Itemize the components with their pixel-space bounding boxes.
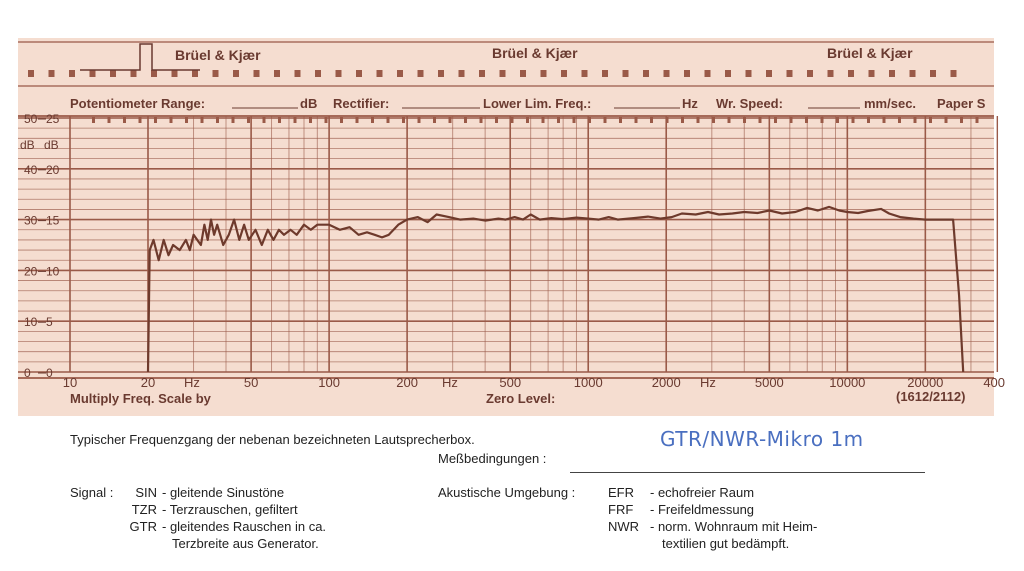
top-tick-mark (650, 117, 653, 123)
top-tick-mark (960, 117, 963, 123)
perforation-hole (889, 70, 895, 77)
potentiometer-range-label: Potentiometer Range: (70, 96, 206, 111)
brand-label-left: Brüel & Kjær (175, 47, 261, 63)
top-tick-mark (309, 117, 312, 123)
top-tick-mark (681, 117, 684, 123)
perforation-hole (684, 70, 690, 77)
caption-heading: Typischer Frequenzgang der nebenan bezeichneten Lautsprecherbox. (70, 432, 475, 447)
x-tick-label: 2000 (651, 375, 681, 390)
top-tick-mark (247, 117, 250, 123)
perforation-hole (192, 70, 198, 77)
x-hz-label-2: Hz (442, 375, 458, 390)
top-tick-mark (743, 117, 746, 123)
perforation-hole (336, 70, 342, 77)
top-tick-mark (883, 117, 886, 123)
brand-label-center: Brüel & Kjær (492, 45, 578, 61)
perforation-hole (623, 70, 629, 77)
top-tick-mark (480, 117, 483, 123)
signal-code: GTR (129, 519, 157, 534)
top-tick-mark (340, 117, 343, 123)
top-tick-mark (976, 117, 979, 123)
top-tick-mark (371, 117, 374, 123)
zero-level-label: Zero Level: (486, 391, 556, 406)
perforation-hole (520, 70, 526, 77)
perforation-hole (766, 70, 772, 77)
perforation-hole (49, 70, 55, 77)
top-tick-mark (356, 117, 359, 123)
perforation-hole (951, 70, 957, 77)
acoustic-code: EFR (608, 485, 634, 500)
perforation-hole (131, 70, 137, 77)
top-tick-mark (929, 117, 932, 123)
perforation-hole (172, 70, 178, 77)
perforation-hole (787, 70, 793, 77)
top-tick-mark (666, 117, 669, 123)
paper-speed-label: Paper S (937, 96, 986, 111)
top-tick-mark (588, 117, 591, 123)
y-tick-label-outer: 50 (24, 112, 38, 126)
y-tick-label-outer: 20 (24, 264, 38, 279)
top-tick-mark (216, 117, 219, 123)
top-tick-mark (573, 117, 576, 123)
top-tick-mark (790, 117, 793, 123)
top-tick-mark (495, 117, 498, 123)
top-tick-mark (805, 117, 808, 123)
acoustic-environment-label: Akustische Umgebung : (438, 485, 576, 500)
y-tick-label-inner: 15 (46, 213, 60, 228)
top-tick-mark (557, 117, 560, 123)
hz-unit-label: Hz (682, 96, 698, 111)
top-tick-mark (232, 117, 235, 123)
y-tick-label-inner: 10 (46, 264, 60, 279)
top-tick-mark (387, 117, 390, 123)
perforation-hole (910, 70, 916, 77)
perforation-hole (602, 70, 608, 77)
acoustic-code: NWR (608, 519, 640, 534)
top-tick-mark (325, 117, 328, 123)
top-tick-mark (464, 117, 467, 123)
top-tick-mark (712, 117, 715, 123)
paper-code-label: (1612/2112) (896, 389, 966, 404)
perforation-hole (725, 70, 731, 77)
conditions-rule (570, 472, 925, 473)
mm-sec-unit-label: mm/sec. (864, 96, 917, 111)
perforation-hole (705, 70, 711, 77)
top-tick-mark (433, 117, 436, 123)
signal-desc: - Terzrauschen, gefiltert (162, 502, 298, 517)
top-tick-mark (108, 117, 111, 123)
perforation-hole (643, 70, 649, 77)
top-tick-mark (759, 117, 762, 123)
x-tick-label: 50 (243, 375, 259, 390)
perforation-hole (295, 70, 301, 77)
multiply-freq-label: Multiply Freq. Scale by (70, 391, 211, 406)
perforation-hole (90, 70, 96, 77)
acoustic-desc: - Freifeldmessung (650, 502, 755, 517)
top-tick-mark (154, 117, 157, 123)
perforation-hole (459, 70, 465, 77)
signal-code: TZR (131, 502, 157, 517)
measurement-stamp: GTR/NWR-Mikro 1m (660, 427, 864, 451)
writing-speed-label: Wr. Speed: (716, 96, 783, 111)
perforation-hole (213, 70, 219, 77)
y-tick-label-inner: 25 (46, 112, 60, 126)
acoustic-desc: textilien gut bedämpft. (662, 536, 790, 551)
y-axis-unit-outer: dB (20, 138, 35, 152)
perforation-hole (561, 70, 567, 77)
acoustic-desc: - echofreier Raum (650, 485, 755, 500)
x-tick-label: 10 (62, 375, 78, 390)
perforation-hole (356, 70, 362, 77)
top-tick-mark (836, 117, 839, 123)
perforation-hole (110, 70, 116, 77)
lower-lim-freq-label: Lower Lim. Freq.: (483, 96, 592, 111)
x-tick-label: 20 (140, 375, 156, 390)
perforation-hole (828, 70, 834, 77)
perforation-hole (930, 70, 936, 77)
top-tick-mark (170, 117, 173, 123)
perforation-hole (233, 70, 239, 77)
rectifier-label: Rectifier: (333, 96, 390, 111)
perforation-hole (500, 70, 506, 77)
top-tick-mark (294, 117, 297, 123)
top-tick-mark (898, 117, 901, 123)
y-tick-label-inner: 0 (46, 366, 53, 380)
perforation-hole (807, 70, 813, 77)
x-hz-label-1: Hz (184, 375, 200, 390)
x-tick-label: 500 (499, 375, 522, 390)
top-tick-mark (728, 117, 731, 123)
perforation-hole (69, 70, 75, 77)
perforation-hole (438, 70, 444, 77)
acoustic-code: FRF (608, 502, 634, 517)
measurement-conditions-label: Meßbedingungen : (438, 451, 547, 466)
top-tick-mark (511, 117, 514, 123)
brand-label-right: Brüel & Kjær (827, 45, 913, 61)
x-tick-label: 10000 (829, 375, 866, 390)
perforation-hole (479, 70, 485, 77)
perforation-hole (418, 70, 424, 77)
signal-label: Signal : (70, 485, 114, 500)
perforation-hole (582, 70, 588, 77)
acoustic-desc: - norm. Wohnraum mit Heim- (650, 519, 818, 534)
perforation-hole (869, 70, 875, 77)
y-tick-label-outer: 0 (24, 366, 31, 380)
x-tick-label: 5000 (754, 375, 784, 390)
perforation-hole (541, 70, 547, 77)
y-tick-label-inner: 5 (46, 315, 53, 330)
top-tick-mark (402, 117, 405, 123)
perforation-hole (315, 70, 321, 77)
perforation-hole (664, 70, 670, 77)
top-tick-mark (139, 117, 142, 123)
signal-desc: Terzbreite aus Generator. (172, 536, 319, 551)
top-tick-mark (526, 117, 529, 123)
x-tick-label: 200 (396, 375, 418, 390)
top-tick-mark (697, 117, 700, 123)
top-tick-mark (263, 117, 266, 123)
perforation-hole (274, 70, 280, 77)
top-tick-mark (418, 117, 421, 123)
signal-desc: - gleitende Sinustöne (162, 485, 285, 500)
top-tick-mark (914, 117, 917, 123)
top-tick-mark (449, 117, 452, 123)
y-tick-label-outer: 40 (24, 162, 38, 177)
top-tick-mark (185, 117, 188, 123)
top-tick-mark (92, 117, 95, 123)
signal-code: SIN (135, 485, 157, 500)
top-tick-mark (604, 117, 607, 123)
top-tick-mark (278, 117, 281, 123)
y-tick-label-outer: 30 (24, 213, 38, 228)
x-hz-label-3: Hz (700, 375, 716, 390)
perforation-hole (746, 70, 752, 77)
x-tick-label: 100 (318, 375, 340, 390)
x-tick-label: 1000 (573, 375, 603, 390)
y-axis-unit-inner: dB (44, 138, 59, 152)
top-tick-mark (635, 117, 638, 123)
perforation-hole (151, 70, 157, 77)
top-tick-mark (123, 117, 126, 123)
top-tick-mark (542, 117, 545, 123)
db-unit-label: dB (300, 96, 318, 111)
signal-desc: - gleitendes Rauschen in ca. (162, 519, 327, 534)
top-tick-mark (867, 117, 870, 123)
perforation-hole (28, 70, 34, 77)
perforation-hole (377, 70, 383, 77)
perforation-hole (848, 70, 854, 77)
perforation-hole (254, 70, 260, 77)
top-tick-mark (821, 117, 824, 123)
top-tick-mark (201, 117, 204, 123)
top-tick-mark (852, 117, 855, 123)
y-tick-label-outer: 10 (24, 315, 38, 330)
top-tick-mark (945, 117, 948, 123)
x-tick-label: 20000 (907, 375, 944, 390)
y-tick-label-inner: 20 (46, 162, 60, 177)
top-tick-mark (774, 117, 777, 123)
top-tick-mark (619, 117, 622, 123)
perforation-hole (397, 70, 403, 77)
x-tick-label: 400 (983, 375, 1006, 390)
